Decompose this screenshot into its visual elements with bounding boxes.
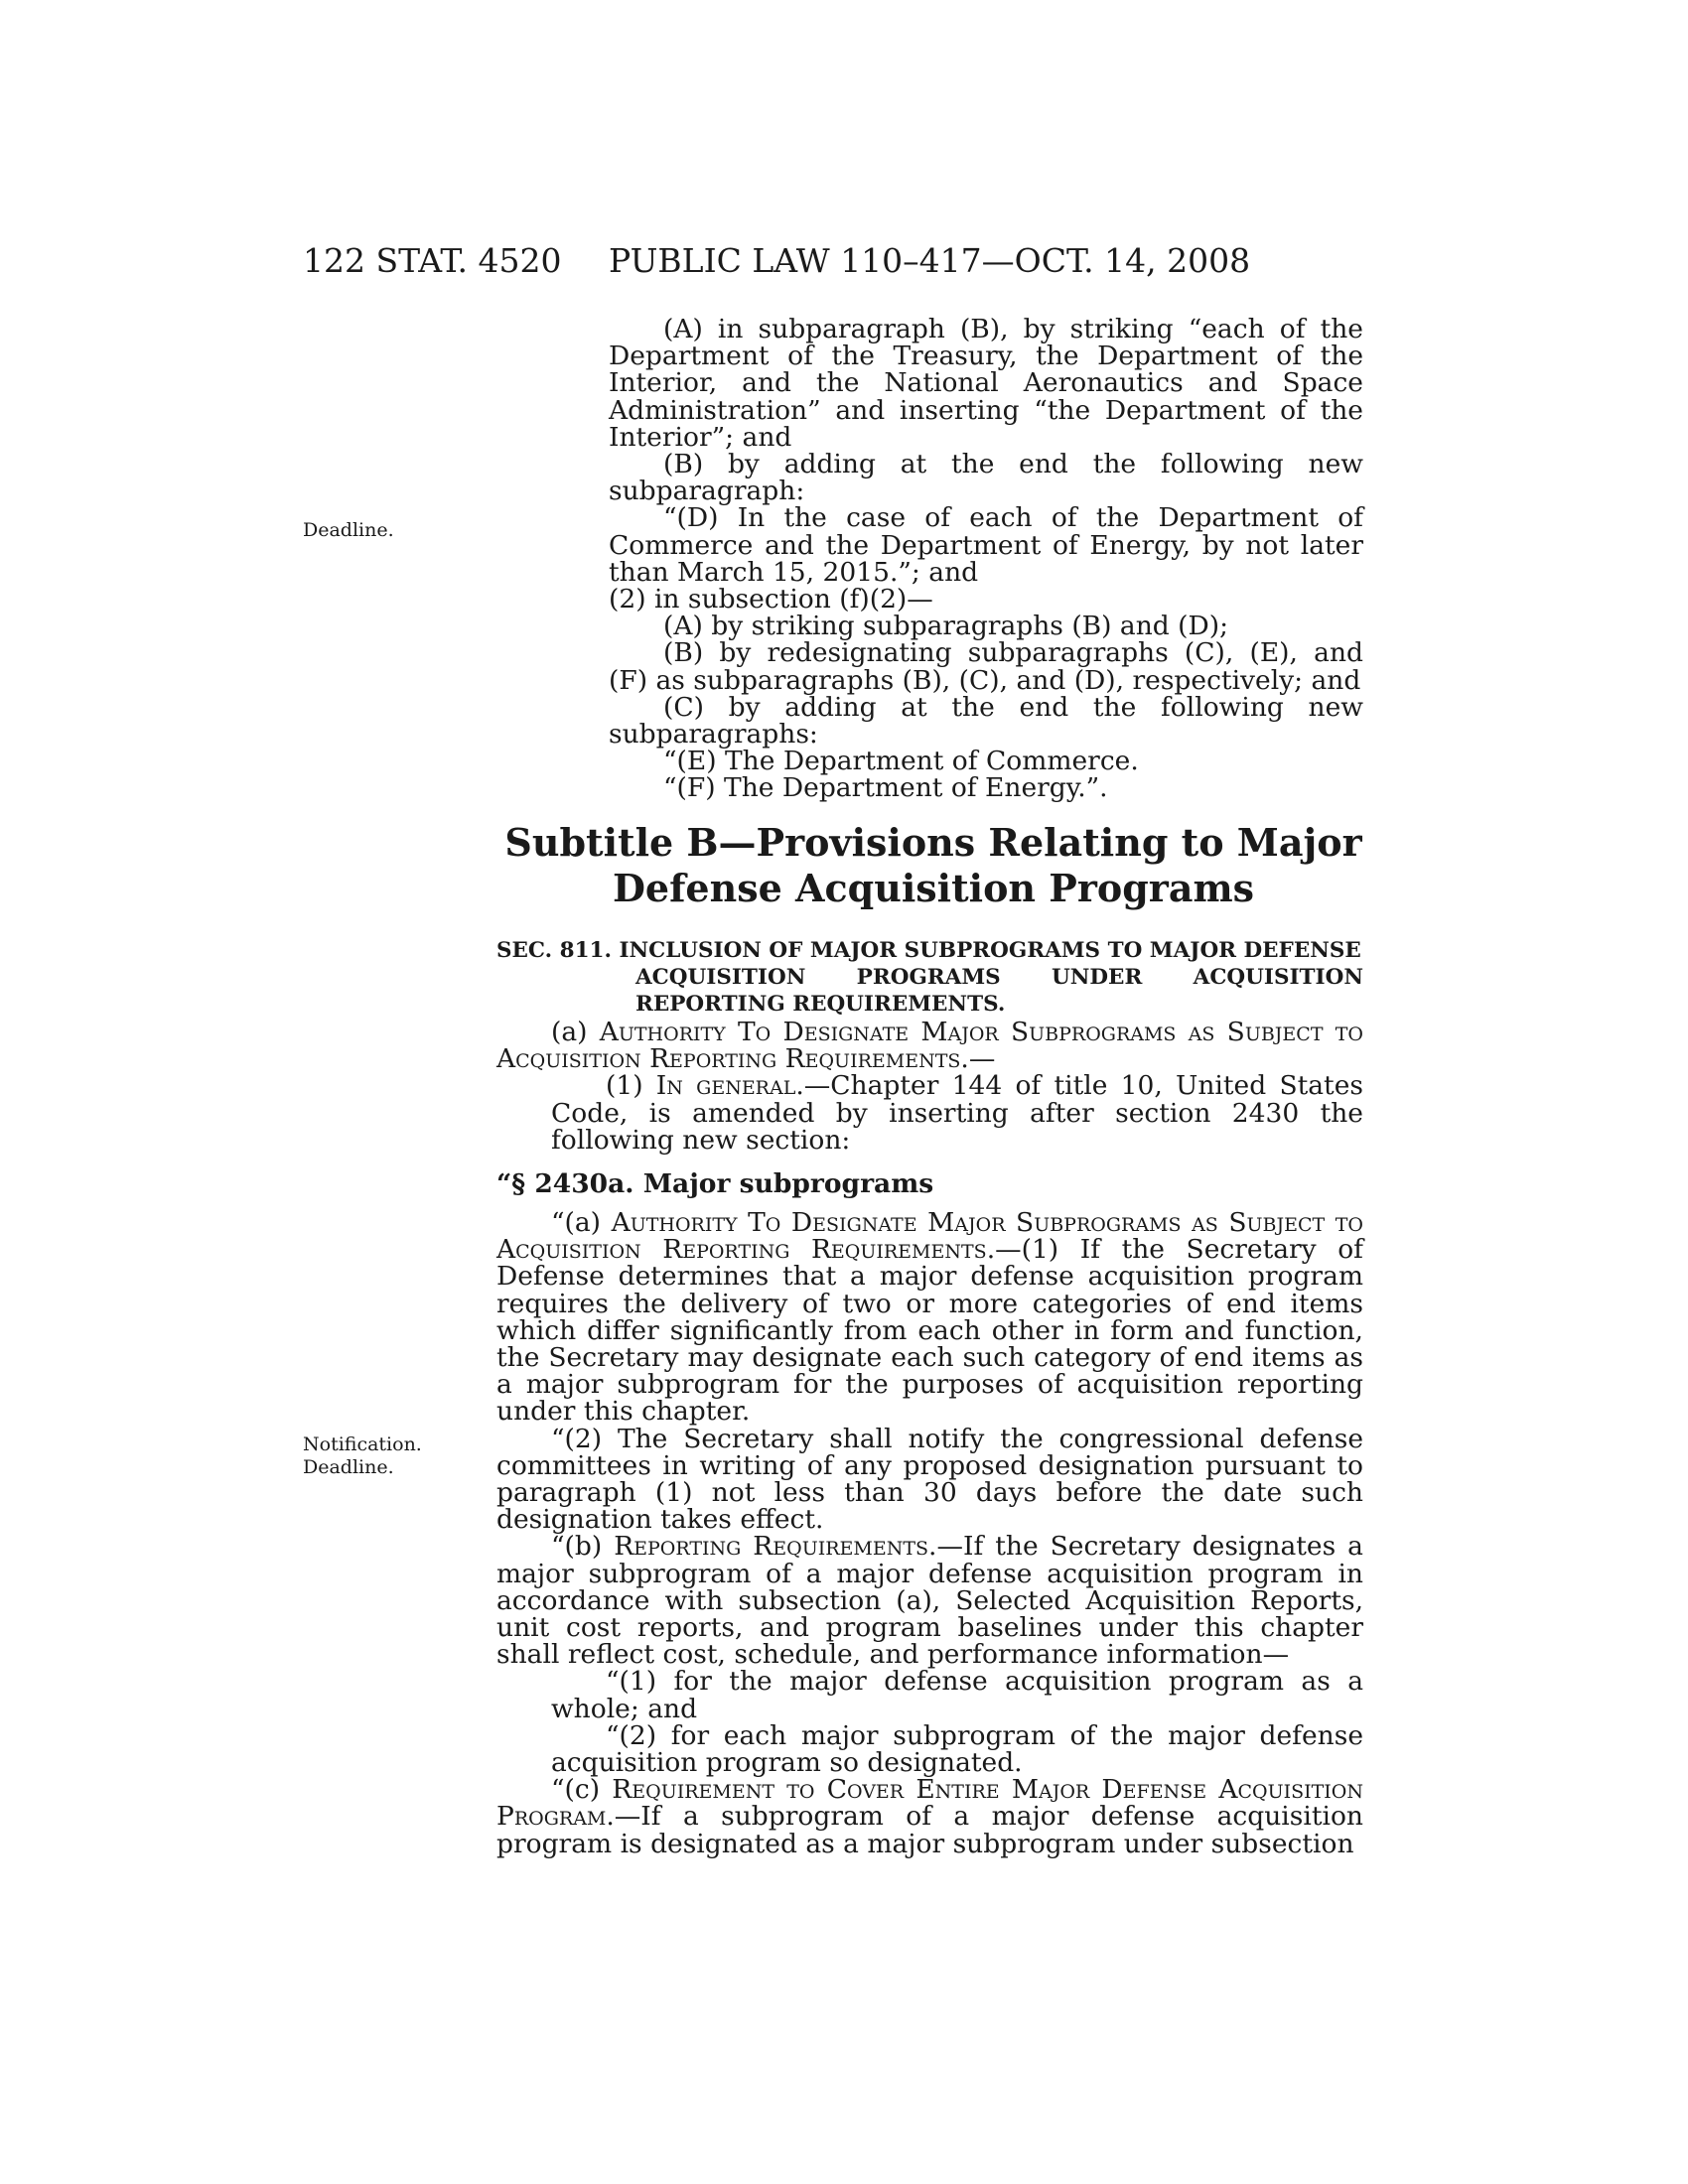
paragraph: (B) by adding at the end the following new subparagraph: (609, 449, 1363, 507)
subsection-text: .—If the Secretary designates a major subprogram of a major defense acquisition program in accordance with subsection (a), Selected Acquisition Reports, unit cost reports, and program baselines under this chapter shall reflect cost, schedule, and performance information— (496, 1531, 1363, 1671)
paragraph-text: .—Chapter 144 of title 10, United States Code, is amended by inserting after section 2430 the following new section: (551, 1070, 1363, 1156)
subsection-heading: Authority To Designate Major Subprograms as Subject to Acquisition Reporting Requirements (496, 1207, 1363, 1266)
subsection-label: “(a) (551, 1207, 612, 1239)
subsection-heading: Reporting Requirements (614, 1531, 929, 1563)
amendment-block (609, 316, 1363, 802)
subsection-label: (a) (551, 1017, 600, 1047)
section-heading-line: ACQUISITION PROGRAMS UNDER ACQUISITION (635, 965, 1363, 990)
new-section-heading: “§ 2430a. Major subprograms (496, 1168, 934, 1200)
subtitle-heading (496, 820, 1370, 911)
paragraph: (C) by adding at the end the following new subparagraphs: (609, 691, 1363, 751)
subsection-text: .—(1) If the Secretary of Defense determines that a major defense acquisition program requires the delivery of two or more categories of end items which differ significantly from each other in form and function, the Secretary may designate each such category of end items as a major subprogram for the purposes of acquisition reporting under this chapter. (496, 1234, 1363, 1428)
subsection-label: “(c) (551, 1774, 613, 1806)
subtitle-line: Defense Acquisition Programs (612, 866, 1255, 910)
section-heading-line: SEC. 811. INCLUSION OF MAJOR SUBPROGRAMS TO MAJOR DEFENSE (496, 938, 1361, 963)
paragraph-in-general (496, 1072, 1363, 1154)
new-paragraph-b2: “(2) for each major subprogram of the major defense acquisition program so designated. (551, 1719, 1363, 1779)
new-subsection-b (496, 1531, 1363, 1671)
margin-note-deadline: Deadline. (303, 1456, 394, 1478)
subsection-heading: Authority To Designate Major Subprograms as Subject to Acquisition Reporting Requirements (496, 1017, 1363, 1075)
section-heading (496, 937, 1363, 1018)
paragraph: (2) in subsection (f)(2)— (609, 584, 933, 615)
paragraph: (A) in subparagraph (B), by striking “each of the Department of the Treasury, the Department of the Interior, and the National Aeronautics and Space Administration” and inserting “the Department of the Interior”; and (609, 314, 1363, 453)
new-paragraph-b1: “(1) for the major defense acquisition program as a whole; and (551, 1666, 1363, 1724)
paragraph: (A) by striking subparagraphs (B) and (D); (663, 611, 1228, 642)
page-law-header: PUBLIC LAW 110–417—OCT. 14, 2008 (609, 241, 1251, 280)
subtitle-line: Subtitle B—Provisions Relating to Major (504, 820, 1362, 865)
section-heading-line: REPORTING REQUIREMENTS. (635, 992, 1006, 1017)
margin-note-deadline: Deadline. (303, 519, 394, 541)
paragraph-label: (1) (606, 1070, 656, 1102)
new-paragraph-a2: “(2) The Secretary shall notify the congressional defense committees in writing of any proposed designation pursuant to paragraph (1) not less than 30 days before the date such designation takes effect. (496, 1423, 1363, 1536)
subsection-a (496, 1017, 1363, 1075)
page-stat-citation: 122 STAT. 4520 (303, 241, 562, 280)
quoted-paragraph: “(D) In the case of each of the Department of Commerce and the Department of Energy, by not later than March 15, 2015.”; and (609, 502, 1363, 588)
subsection-heading: Requirement to Cover Entire Major Defense Acquisition Program (496, 1774, 1364, 1833)
new-subsection-c (496, 1776, 1363, 1857)
new-subsection-a (496, 1209, 1363, 1426)
subsection-text: .—If a subprogram of a major defense acquisition program is designated as a major subprogram under subsection (496, 1801, 1363, 1859)
subsection-dash: .— (960, 1043, 996, 1075)
subsection-label: “(b) (551, 1531, 615, 1563)
quoted-paragraph: “(F) The Department of Energy.”. (663, 772, 1108, 804)
section-body (496, 1019, 1363, 1857)
paragraph-heading: In general (655, 1070, 796, 1102)
margin-note-notification: Notification. (303, 1433, 422, 1455)
quoted-paragraph: “(E) The Department of Commerce. (663, 746, 1139, 777)
paragraph: (B) by redesignating subparagraphs (C), (E), and (F) as subparagraphs (B), (C), and (D), respectively; and (609, 637, 1363, 696)
